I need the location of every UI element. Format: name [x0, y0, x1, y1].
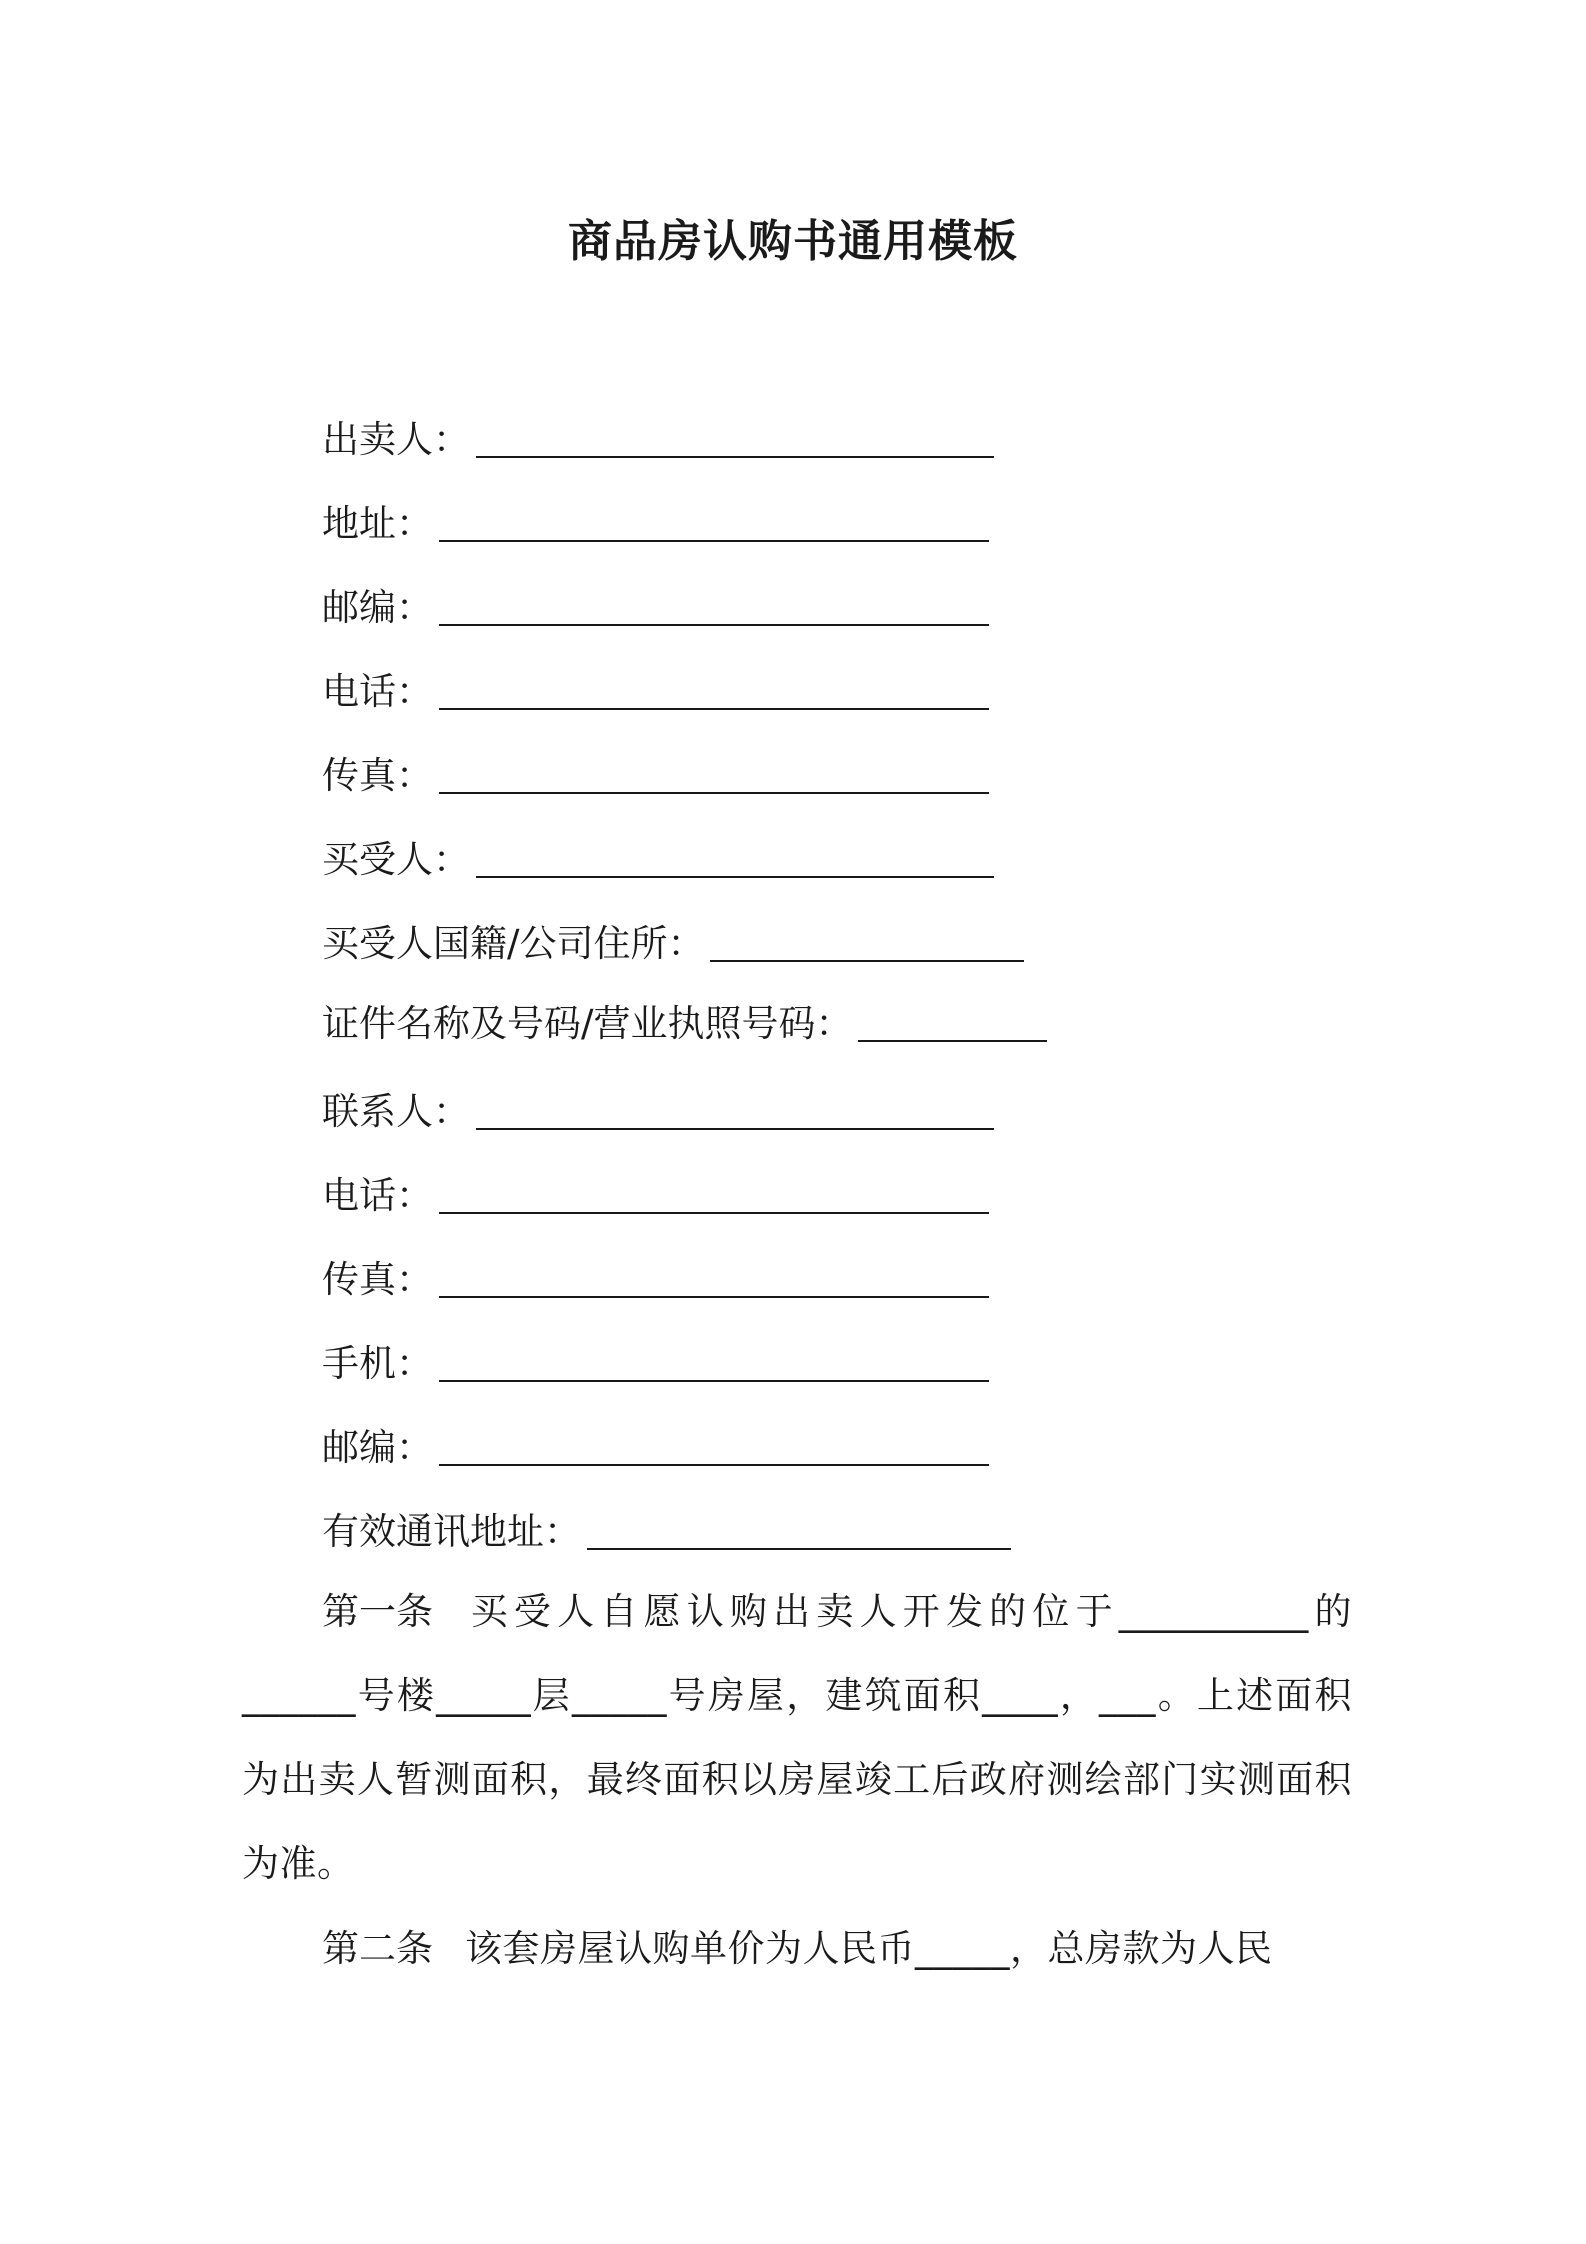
seller-field: [322, 410, 994, 470]
field-blank[interactable]: [439, 746, 989, 794]
field-label: 有效通讯地址：: [322, 1510, 581, 1553]
document-title: 商品房认购书通用模板: [568, 216, 1018, 267]
field-label: 电话：: [322, 1174, 433, 1217]
field-blank[interactable]: [858, 994, 1046, 1042]
buyer-id-field: [322, 994, 1047, 1054]
buyer-field: [322, 830, 994, 890]
buyer-postcode-field: [322, 1418, 989, 1478]
article-one: [242, 1570, 1352, 1906]
field-blank[interactable]: [439, 1418, 989, 1466]
field-label: 证件名称及号码/营业执照号码：: [322, 1002, 853, 1045]
seller-fax-field: [322, 746, 989, 806]
field-blank[interactable]: [439, 1166, 989, 1214]
field-label: 联系人：: [322, 1090, 470, 1133]
field-blank[interactable]: [439, 1334, 989, 1382]
field-blank[interactable]: [476, 830, 994, 878]
field-blank[interactable]: [710, 914, 1024, 962]
buyer-phone-field: [322, 1166, 989, 1226]
article-text: 该套房屋认购单价为人民币_____，总房款为人民: [465, 1927, 1273, 1970]
field-label: 传真：: [322, 754, 433, 797]
field-blank[interactable]: [439, 662, 989, 710]
field-label: 邮编：: [322, 586, 433, 629]
article-heading: 第一条: [322, 1590, 433, 1633]
field-label: 买受人国籍/公司住所：: [322, 922, 705, 965]
field-label: 电话：: [322, 670, 433, 713]
seller-postcode-field: [322, 578, 989, 638]
buyer-mailing-address-field: [322, 1502, 1011, 1562]
field-blank[interactable]: [439, 494, 989, 542]
seller-address-field: [322, 494, 989, 554]
field-blank[interactable]: [587, 1502, 1011, 1550]
field-blank[interactable]: [476, 1082, 994, 1130]
field-blank[interactable]: [439, 578, 989, 626]
article-two: [242, 1907, 1352, 1991]
buyer-mobile-field: [322, 1334, 989, 1394]
article-heading: 第二条: [322, 1927, 433, 1970]
buyer-nationality-field: [322, 914, 1024, 974]
article-text: 买受人自愿认购出卖人开发的位于__________的______号楼_____层_____号房屋，建筑面积____，___。上述面积为出卖人暂测面积，最终面积以房屋竣工后政府测绘部门实测面积为准。: [242, 1590, 1352, 1885]
field-label: 买受人：: [322, 838, 470, 881]
field-label: 手机：: [322, 1342, 433, 1385]
field-blank[interactable]: [476, 410, 994, 458]
contact-person-field: [322, 1082, 994, 1142]
buyer-fax-field: [322, 1250, 989, 1310]
field-label: 邮编：: [322, 1426, 433, 1469]
field-blank[interactable]: [439, 1250, 989, 1298]
field-label: 出卖人：: [322, 418, 470, 461]
field-label: 传真：: [322, 1258, 433, 1301]
seller-phone-field: [322, 662, 989, 722]
field-label: 地址：: [322, 502, 433, 545]
